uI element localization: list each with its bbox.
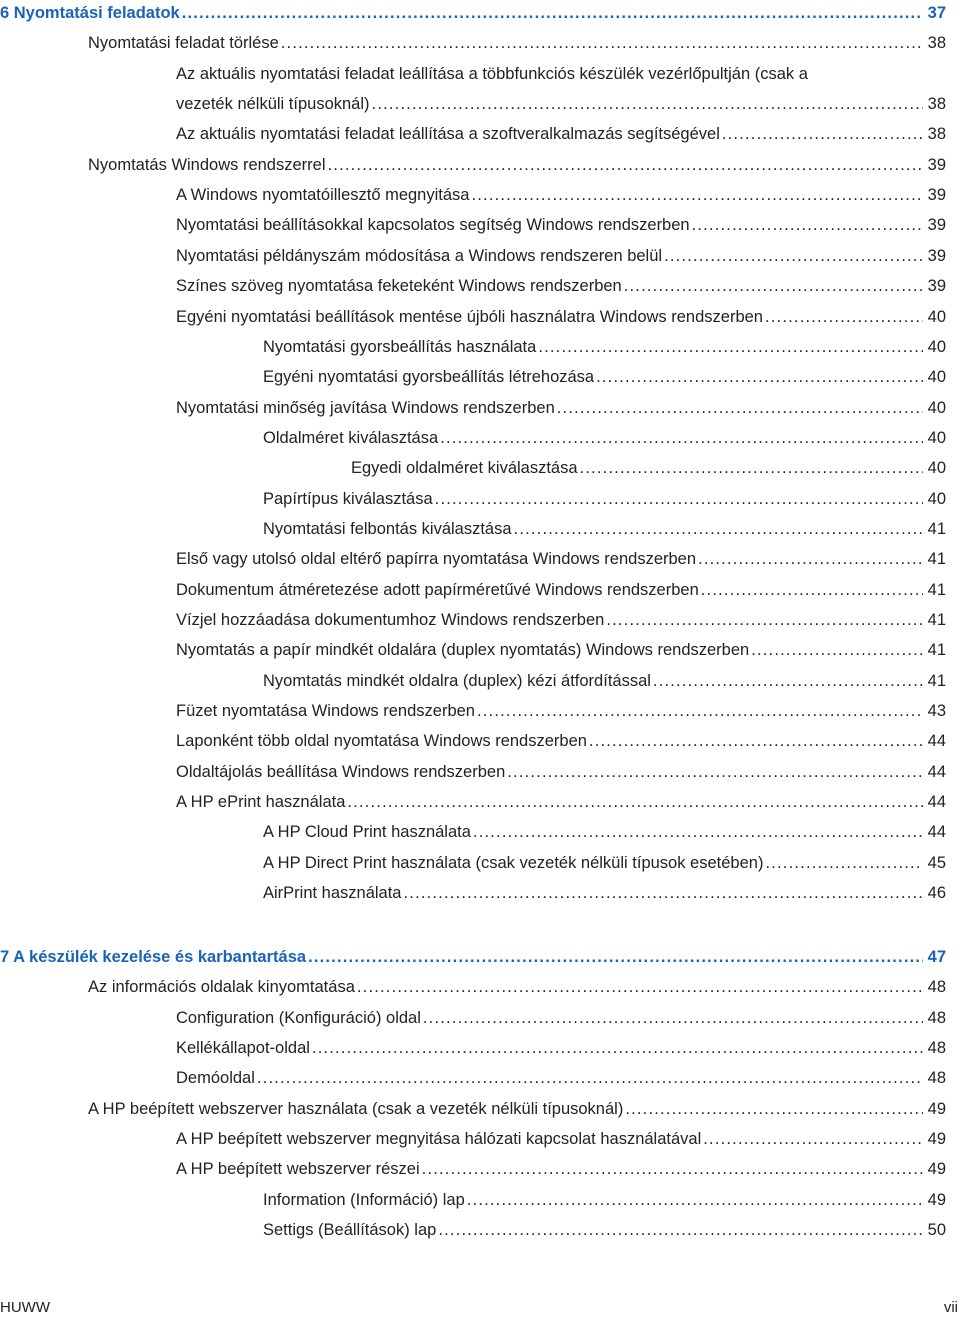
toc-dot-leader [423, 1005, 923, 1031]
toc-page-number: 40 [927, 489, 946, 508]
toc-dot-leader [435, 486, 923, 512]
toc-entry[interactable] [263, 486, 946, 512]
toc-dot-leader [467, 1187, 923, 1213]
toc-entry[interactable] [88, 30, 946, 56]
toc-entry-title: Egyedi oldalméret kiválasztása [351, 459, 578, 478]
toc-entry-title: Demóoldal [176, 1069, 255, 1088]
toc-dot-leader [557, 395, 923, 421]
toc-dot-leader [589, 728, 923, 754]
toc-entry-title: A HP beépített webszerver részei [176, 1160, 420, 1179]
toc-dot-leader [404, 880, 924, 906]
toc-entry-title: Az információs oldalak kinyomtatása [88, 978, 355, 997]
toc-page-number: 47 [927, 948, 946, 966]
toc-entry-title: Configuration (Konfiguráció) oldal [176, 1008, 421, 1027]
toc-page-number: 40 [927, 398, 946, 417]
toc-dot-leader [312, 1035, 923, 1061]
toc-entry-title: A HP Direct Print használata (csak vezeték nélküli típusok esetében) [263, 853, 764, 872]
toc-entry-title: 7 A készülék kezelése és karbantartása [0, 948, 307, 966]
toc-page-number: 44 [927, 823, 946, 842]
toc-entry[interactable] [176, 1005, 946, 1031]
toc-entry[interactable] [176, 577, 946, 603]
toc-page-number: 45 [927, 853, 946, 872]
toc-page-number: 39 [927, 155, 946, 174]
toc-entry-title: Első vagy utolsó oldal eltérő papírra nyomtatása Windows rendszerben [176, 550, 697, 569]
toc-page-number: 39 [927, 277, 946, 296]
toc-entry[interactable] [176, 759, 946, 785]
toc-entry[interactable] [176, 607, 946, 633]
toc-entry-title: A Windows nyomtatóillesztő megnyitása [176, 186, 470, 205]
toc-page-number: 40 [927, 307, 946, 326]
footer-page-number: vii [943, 1299, 958, 1316]
toc-chapter-heading[interactable] [0, 0, 946, 26]
toc-dot-leader [625, 1096, 923, 1122]
toc-entry-title: Oldalméret kiválasztása [263, 428, 439, 447]
toc-dot-leader [653, 668, 923, 694]
toc-page-number: 39 [927, 246, 946, 265]
toc-entry-title: A HP Cloud Print használata [263, 823, 471, 842]
toc-entry[interactable] [263, 668, 946, 694]
toc-entry[interactable] [88, 1096, 946, 1122]
toc-dot-leader [765, 850, 923, 876]
toc-page-number: 40 [927, 368, 946, 387]
toc-page-number: 38 [927, 125, 946, 144]
toc-page-number: 39 [927, 216, 946, 235]
toc-dot-leader [440, 425, 923, 451]
toc-dot-leader [477, 698, 923, 724]
toc-entry-title: Laponként több oldal nyomtatása Windows rendszerben [176, 732, 587, 751]
toc-entry-title: A HP beépített webszerver használata (csak a vezeték nélküli típusoknál) [88, 1099, 624, 1118]
toc-entry-title: Nyomtatás a papír mindkét oldalára (duplex nyomtatás) Windows rendszerben [176, 641, 750, 660]
toc-page-number: 49 [927, 1130, 946, 1149]
toc-page-number: 46 [927, 884, 946, 903]
toc-entry[interactable] [263, 819, 946, 845]
toc-entry[interactable] [176, 182, 946, 208]
toc-page-number: 48 [927, 1008, 946, 1027]
toc-dot-leader [507, 759, 923, 785]
toc-page-number: 41 [927, 580, 946, 599]
footer-left-label: HUWW [0, 1299, 50, 1316]
toc-entry-title: Dokumentum átméretezése adott papírméretűvé Windows rendszerben [176, 580, 699, 599]
toc-dot-leader [514, 516, 923, 542]
toc-dot-leader [538, 334, 923, 360]
toc-entry[interactable] [176, 546, 946, 572]
toc-dot-leader [664, 243, 923, 269]
toc-dot-leader [438, 1217, 923, 1243]
toc-dot-leader [580, 455, 923, 481]
toc-entry[interactable] [176, 1035, 946, 1061]
toc-page-number: 39 [927, 186, 946, 205]
toc-entry[interactable] [263, 334, 946, 360]
toc-page-number: 49 [927, 1160, 946, 1179]
toc-entry[interactable] [88, 152, 946, 178]
toc-entry[interactable] [263, 850, 946, 876]
toc-dot-leader [422, 1156, 923, 1182]
toc-entry-title: 6 Nyomtatási feladatok [0, 4, 180, 22]
toc-page-number: 44 [927, 732, 946, 751]
toc-dot-leader [722, 121, 923, 147]
toc-entry[interactable] [263, 1217, 946, 1243]
toc-entry-title: Nyomtatási feladat törlése [88, 34, 279, 53]
toc-entry-title: A HP beépített webszerver megnyitása hálózati kapcsolat használatával [176, 1130, 702, 1149]
toc-entry-title: Nyomtatási beállításokkal kapcsolatos segítség Windows rendszerben [176, 216, 690, 235]
toc-chapter-heading[interactable] [0, 944, 946, 970]
toc-dot-leader [692, 212, 923, 238]
toc-dot-leader [357, 974, 923, 1000]
toc-entry[interactable] [176, 273, 946, 299]
toc-entry-title: Nyomtatási példányszám módosítása a Windows rendszeren belül [176, 246, 663, 265]
toc-dot-leader [182, 0, 923, 26]
toc-entry-title: Papírtípus kiválasztása [263, 489, 433, 508]
toc-entry-title: A HP ePrint használata [176, 793, 346, 812]
toc-page-number: 40 [927, 428, 946, 447]
toc-dot-leader [281, 30, 923, 56]
toc-entry[interactable] [263, 425, 946, 451]
toc-entry[interactable] [176, 212, 946, 238]
toc-entry-title: vezeték nélküli típusoknál) [176, 95, 370, 114]
toc-page-number: 50 [927, 1221, 946, 1240]
toc-dot-leader [751, 637, 923, 663]
toc-entry-title: AirPrint használata [263, 884, 402, 903]
toc-page-number: 41 [927, 641, 946, 660]
toc-page-number: 37 [927, 4, 946, 22]
toc-entry-title: Nyomtatási minőség javítása Windows rendszerben [176, 398, 555, 417]
toc-page-number: 40 [927, 337, 946, 356]
toc-entry-title: Oldaltájolás beállítása Windows rendszerben [176, 762, 506, 781]
toc-page-number: 41 [927, 550, 946, 569]
toc-entry[interactable] [263, 880, 946, 906]
toc-dot-leader [347, 789, 923, 815]
toc-entry[interactable] [176, 121, 946, 147]
toc-dot-leader [471, 182, 923, 208]
toc-dot-leader [257, 1065, 923, 1091]
toc-entry-title: Nyomtatás mindkét oldalra (duplex) kézi átfordítással [263, 671, 651, 690]
toc-entry[interactable] [176, 789, 946, 815]
toc-entry-title: Füzet nyomtatása Windows rendszerben [176, 702, 475, 721]
toc-entry-title: Színes szöveg nyomtatása feketeként Windows rendszerben [176, 277, 622, 296]
toc-dot-leader [701, 577, 923, 603]
toc-page-number: 49 [927, 1099, 946, 1118]
toc-entry[interactable] [263, 1187, 946, 1213]
toc-entry[interactable] [176, 1126, 946, 1152]
toc-entry[interactable] [176, 243, 946, 269]
toc-page-number: 38 [927, 34, 946, 53]
toc-page-number: 49 [927, 1190, 946, 1209]
toc-page-number: 44 [927, 793, 946, 812]
toc-dot-leader [473, 819, 923, 845]
toc-page-number: 41 [927, 519, 946, 538]
toc-entry[interactable] [351, 455, 946, 481]
toc-entry[interactable] [263, 516, 946, 542]
toc-entry[interactable] [263, 364, 946, 390]
toc-entry-title: Information (Információ) lap [263, 1190, 465, 1209]
toc-entry-title: Egyéni nyomtatási gyorsbeállítás létrehozása [263, 368, 595, 387]
toc-entry-title: Egyéni nyomtatási beállítások mentése újbóli használatra Windows rendszerben [176, 307, 763, 326]
toc-entry-title: Vízjel hozzáadása dokumentumhoz Windows rendszerben [176, 611, 605, 629]
toc-entry-title: Kellékállapot-oldal [176, 1039, 310, 1058]
toc-entry-title: Az aktuális nyomtatási feladat leállítása a szoftveralkalmazás segítségével [176, 125, 720, 144]
toc-dot-leader [308, 944, 923, 970]
toc-dot-leader [596, 364, 923, 390]
toc-entry[interactable] [88, 974, 946, 1000]
toc-entry[interactable] [176, 91, 946, 117]
toc-page-number: 38 [927, 95, 946, 114]
toc-dot-leader [372, 91, 923, 117]
toc-page-number: 48 [927, 1039, 946, 1058]
toc-entry-title: Nyomtatási felbontás kiválasztása [263, 519, 512, 538]
toc-page-number: 48 [927, 978, 946, 997]
toc-page-number: 48 [927, 1069, 946, 1088]
toc-dot-leader [703, 1126, 923, 1152]
toc-entry[interactable] [176, 304, 946, 330]
toc-dot-leader [624, 273, 923, 299]
toc-dot-leader [765, 304, 923, 330]
toc-page-number: 43 [927, 702, 946, 721]
toc-page-number: 40 [927, 459, 946, 478]
toc-entry[interactable] [176, 728, 946, 754]
toc-page-number: 44 [927, 762, 946, 781]
toc-dot-leader [698, 546, 923, 572]
toc-entry-title: Az aktuális nyomtatási feladat leállítása a többfunkciós készülék vezérlőpultján (csak a [176, 64, 808, 83]
toc-entry-title: Settigs (Beállítások) lap [263, 1221, 437, 1240]
toc-dot-leader [328, 152, 924, 178]
toc-page-number: 41 [927, 671, 946, 690]
toc-entry-title: Nyomtatási gyorsbeállítás használata [263, 337, 537, 356]
toc-entry[interactable] [176, 1065, 946, 1091]
toc-entry[interactable] [176, 698, 946, 724]
toc-entry[interactable] [176, 637, 946, 663]
toc-dot-leader [606, 607, 923, 633]
toc-page-number: 41 [927, 611, 946, 629]
toc-entry[interactable] [176, 1156, 946, 1182]
toc-entry[interactable] [176, 61, 946, 87]
toc-entry[interactable] [176, 395, 946, 421]
toc-entry-title: Nyomtatás Windows rendszerrel [88, 155, 326, 174]
